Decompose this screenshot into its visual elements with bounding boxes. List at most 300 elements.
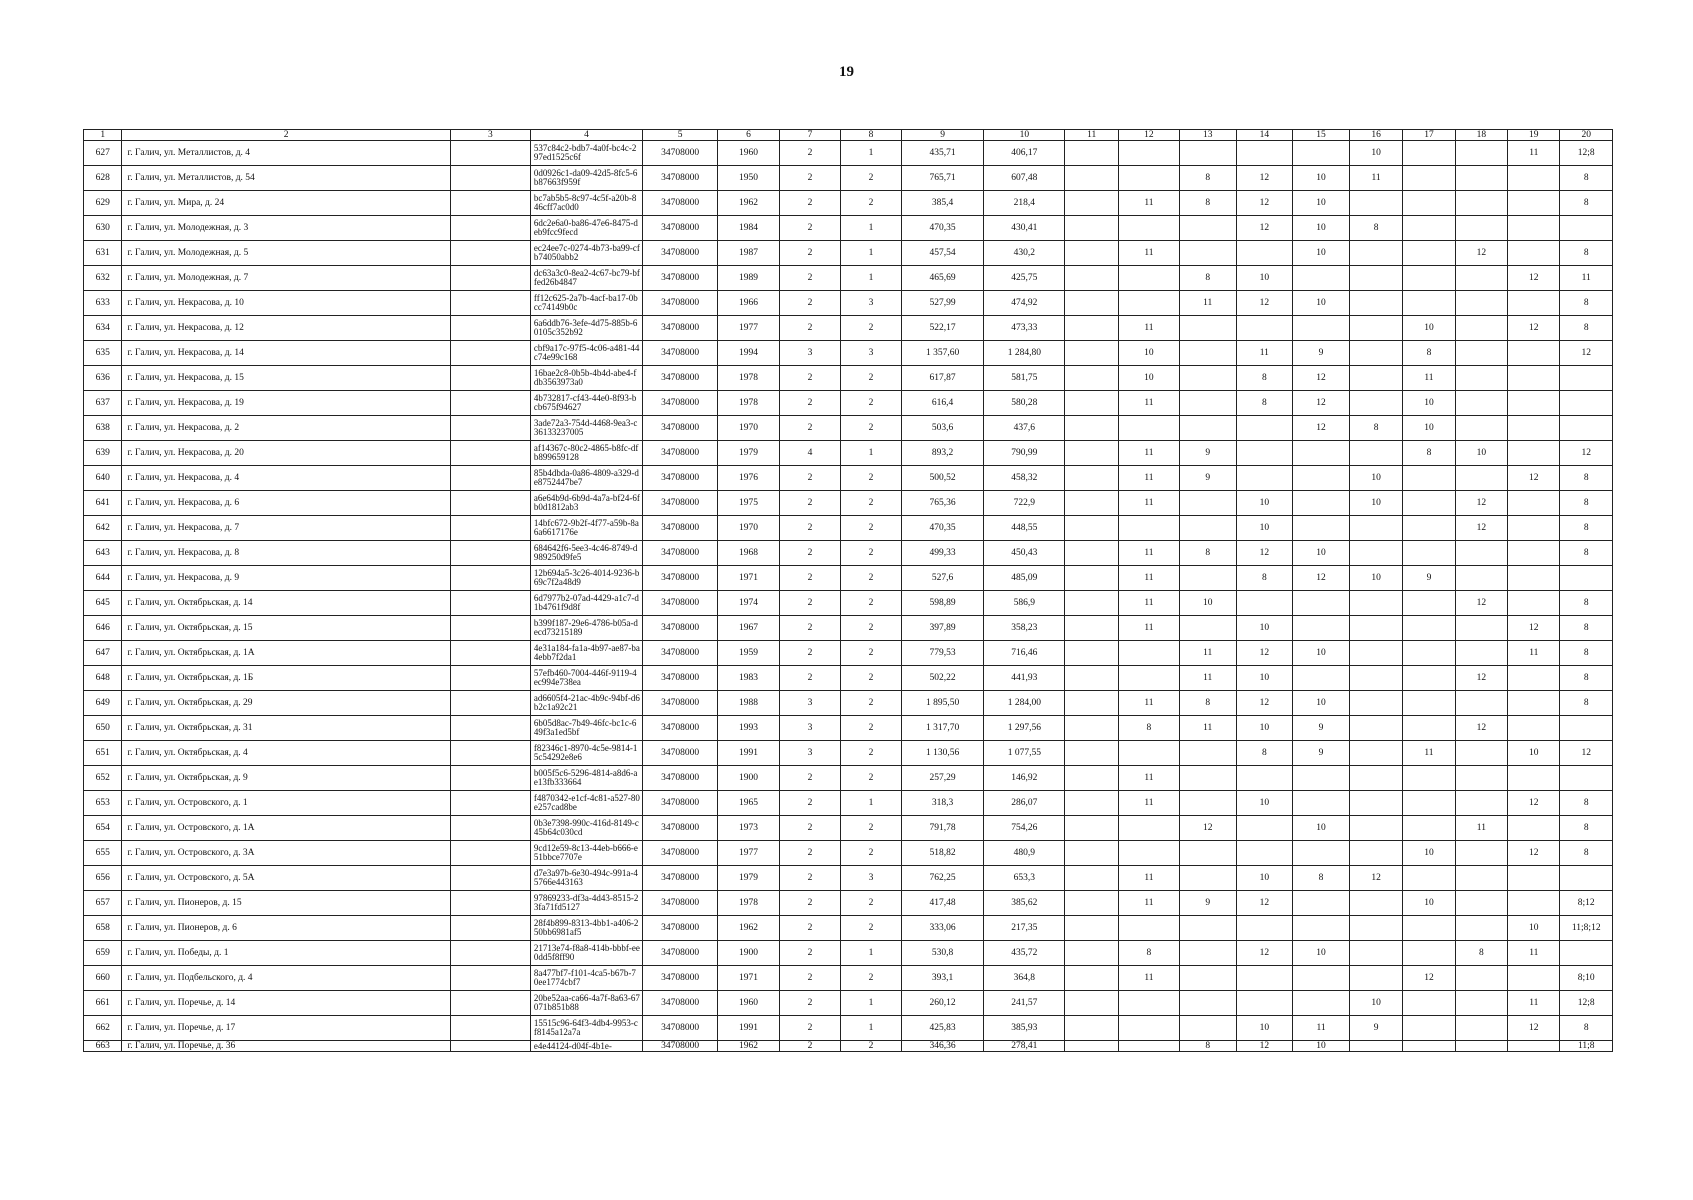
oktmo-code-cell: 34708000 [643, 491, 718, 516]
col-3-cell [450, 741, 530, 766]
col-18-cell [1455, 641, 1507, 666]
living-area-cell: 580,28 [984, 391, 1065, 416]
col-19-cell [1508, 591, 1560, 616]
col-3-cell [450, 291, 530, 316]
address-cell: г. Галич, ул. Поречье, д. 17 [122, 1016, 450, 1041]
col-17-cell [1403, 766, 1455, 791]
col-13-cell [1179, 216, 1236, 241]
total-area-cell: 762,25 [901, 866, 983, 891]
col-12-cell [1118, 1041, 1179, 1052]
year-built-cell: 1900 [718, 941, 780, 966]
col-18-cell [1455, 991, 1507, 1016]
year-built-cell: 1962 [718, 916, 780, 941]
col-11-cell [1065, 766, 1118, 791]
year-built-cell: 1978 [718, 891, 780, 916]
entrances-cell: 2 [840, 816, 901, 841]
total-area-cell: 1 317,70 [901, 716, 983, 741]
living-area-cell: 716,46 [984, 641, 1065, 666]
table-row [84, 141, 1613, 166]
living-area-cell: 450,43 [984, 541, 1065, 566]
guid-code-cell: 57efb460-7004-446f-9119-4ec994e738ea [530, 666, 642, 691]
col-3-cell [450, 841, 530, 866]
col-12-cell: 8 [1118, 716, 1179, 741]
col-19-cell: 11 [1508, 641, 1560, 666]
row-number-cell: 638 [84, 416, 122, 441]
col-15-cell: 10 [1293, 541, 1350, 566]
col-3-cell [450, 866, 530, 891]
floors-cell: 3 [780, 716, 841, 741]
address-cell: г. Галич, ул. Октябрьская, д. 9 [122, 766, 450, 791]
total-area-cell: 470,35 [901, 216, 983, 241]
col-16-cell: 10 [1349, 991, 1402, 1016]
year-built-cell: 1900 [718, 766, 780, 791]
floors-cell: 2 [780, 866, 841, 891]
table-row [84, 1016, 1613, 1041]
col-13-cell: 8 [1179, 1041, 1236, 1052]
col-14-cell: 10 [1236, 1016, 1293, 1041]
col-16-cell [1349, 516, 1402, 541]
column-header-2: 2 [122, 130, 450, 141]
col-15-cell [1293, 516, 1350, 541]
col-3-cell [450, 366, 530, 391]
row-number-cell: 640 [84, 466, 122, 491]
col-18-cell [1455, 216, 1507, 241]
guid-code-cell: 85b4dbda-0a86-4809-a329-de8752447be7 [530, 466, 642, 491]
table-row [84, 341, 1613, 366]
column-header-15: 15 [1293, 130, 1350, 141]
col-3-cell [450, 191, 530, 216]
col-19-cell: 12 [1508, 616, 1560, 641]
oktmo-code-cell: 34708000 [643, 516, 718, 541]
col-19-cell: 11 [1508, 941, 1560, 966]
year-built-cell: 1993 [718, 716, 780, 741]
column-header-7: 7 [780, 130, 841, 141]
col-11-cell [1065, 316, 1118, 341]
col-14-cell [1236, 416, 1293, 441]
living-area-cell: 430,41 [984, 216, 1065, 241]
col-3-cell [450, 391, 530, 416]
col-19-cell: 12 [1508, 266, 1560, 291]
col-17-cell [1403, 541, 1455, 566]
year-built-cell: 1966 [718, 291, 780, 316]
col-15-cell: 8 [1293, 866, 1350, 891]
row-number-cell: 648 [84, 666, 122, 691]
entrances-cell: 1 [840, 216, 901, 241]
living-area-cell: 586,9 [984, 591, 1065, 616]
col-14-cell: 12 [1236, 191, 1293, 216]
col-15-cell [1293, 466, 1350, 491]
entrances-cell: 2 [840, 466, 901, 491]
living-area-cell: 385,62 [984, 891, 1065, 916]
col-14-cell [1236, 316, 1293, 341]
total-area-cell: 499,33 [901, 541, 983, 566]
total-area-cell: 1 895,50 [901, 691, 983, 716]
entrances-cell: 2 [840, 1041, 901, 1052]
col-14-cell: 12 [1236, 641, 1293, 666]
col-19-cell [1508, 966, 1560, 991]
total-area-cell: 435,71 [901, 141, 983, 166]
col-3-cell [450, 691, 530, 716]
col-15-cell: 9 [1293, 716, 1350, 741]
col-19-cell [1508, 1041, 1560, 1052]
col-14-cell: 10 [1236, 866, 1293, 891]
col-17-cell [1403, 166, 1455, 191]
col-19-cell [1508, 391, 1560, 416]
oktmo-code-cell: 34708000 [643, 441, 718, 466]
address-cell: г. Галич, ул. Подбельского, д. 4 [122, 966, 450, 991]
col-12-cell: 11 [1118, 616, 1179, 641]
oktmo-code-cell: 34708000 [643, 716, 718, 741]
year-built-cell: 1960 [718, 991, 780, 1016]
col-17-cell [1403, 141, 1455, 166]
col-15-cell: 12 [1293, 391, 1350, 416]
col-17-cell: 10 [1403, 841, 1455, 866]
col-19-cell: 12 [1508, 841, 1560, 866]
column-header-11: 11 [1065, 130, 1118, 141]
row-number-cell: 632 [84, 266, 122, 291]
col-19-cell [1508, 716, 1560, 741]
col-20-cell: 8 [1560, 791, 1613, 816]
col-20-cell: 8 [1560, 191, 1613, 216]
floors-cell: 2 [780, 541, 841, 566]
total-area-cell: 417,48 [901, 891, 983, 916]
col-15-cell [1293, 966, 1350, 991]
col-18-cell [1455, 741, 1507, 766]
col-17-cell: 10 [1403, 391, 1455, 416]
address-cell: г. Галич, ул. Некрасова, д. 9 [122, 566, 450, 591]
column-header-6: 6 [718, 130, 780, 141]
col-3-cell [450, 1041, 530, 1052]
floors-cell: 2 [780, 491, 841, 516]
col-11-cell [1065, 191, 1118, 216]
col-3-cell [450, 991, 530, 1016]
col-16-cell [1349, 316, 1402, 341]
col-13-cell [1179, 341, 1236, 366]
col-20-cell: 8 [1560, 616, 1613, 641]
address-cell: г. Галич, ул. Металлистов, д. 4 [122, 141, 450, 166]
table-row [84, 316, 1613, 341]
col-16-cell [1349, 666, 1402, 691]
total-area-cell: 518,82 [901, 841, 983, 866]
guid-code-cell: b399f187-29e6-4786-b05a-decd73215189 [530, 616, 642, 641]
col-18-cell [1455, 166, 1507, 191]
col-16-cell [1349, 191, 1402, 216]
col-13-cell [1179, 516, 1236, 541]
total-area-cell: 333,06 [901, 916, 983, 941]
col-16-cell: 8 [1349, 216, 1402, 241]
total-area-cell: 503,6 [901, 416, 983, 441]
col-18-cell [1455, 566, 1507, 591]
col-16-cell [1349, 941, 1402, 966]
col-20-cell [1560, 366, 1613, 391]
address-cell: г. Галич, ул. Пионеров, д. 15 [122, 891, 450, 916]
guid-code-cell: bc7ab5b5-8c97-4c5f-a20b-846cff7ac0d0 [530, 191, 642, 216]
row-number-cell: 657 [84, 891, 122, 916]
guid-code-cell: 3ade72a3-754d-4468-9ea3-c36133237005 [530, 416, 642, 441]
oktmo-code-cell: 34708000 [643, 641, 718, 666]
address-cell: г. Галич, ул. Некрасова, д. 2 [122, 416, 450, 441]
floors-cell: 2 [780, 291, 841, 316]
floors-cell: 2 [780, 566, 841, 591]
table-row [84, 816, 1613, 841]
floors-cell: 2 [780, 191, 841, 216]
table-row [84, 391, 1613, 416]
col-17-cell [1403, 466, 1455, 491]
col-14-cell [1236, 141, 1293, 166]
col-17-cell [1403, 516, 1455, 541]
guid-code-cell: 97869233-df3a-4d43-8515-23fa71fd5127 [530, 891, 642, 916]
col-17-cell [1403, 716, 1455, 741]
col-14-cell: 12 [1236, 1041, 1293, 1052]
entrances-cell: 2 [840, 166, 901, 191]
col-15-cell [1293, 616, 1350, 641]
row-number-cell: 659 [84, 941, 122, 966]
row-number-cell: 646 [84, 616, 122, 641]
address-cell: г. Галич, ул. Молодежная, д. 7 [122, 266, 450, 291]
col-20-cell: 8 [1560, 666, 1613, 691]
col-3-cell [450, 466, 530, 491]
col-19-cell: 12 [1508, 1016, 1560, 1041]
col-16-cell [1349, 591, 1402, 616]
living-area-cell: 485,09 [984, 566, 1065, 591]
oktmo-code-cell: 34708000 [643, 241, 718, 266]
col-18-cell [1455, 366, 1507, 391]
col-20-cell: 11 [1560, 266, 1613, 291]
col-3-cell [450, 541, 530, 566]
col-12-cell [1118, 641, 1179, 666]
col-13-cell: 11 [1179, 641, 1236, 666]
year-built-cell: 1971 [718, 966, 780, 991]
col-18-cell [1455, 341, 1507, 366]
row-number-cell: 662 [84, 1016, 122, 1041]
year-built-cell: 1978 [718, 391, 780, 416]
address-cell: г. Галич, ул. Октябрьская, д. 29 [122, 691, 450, 716]
col-14-cell: 10 [1236, 791, 1293, 816]
col-12-cell [1118, 741, 1179, 766]
col-17-cell: 10 [1403, 416, 1455, 441]
col-18-cell [1455, 866, 1507, 891]
total-area-cell: 765,71 [901, 166, 983, 191]
col-11-cell [1065, 1016, 1118, 1041]
col-11-cell [1065, 291, 1118, 316]
col-20-cell [1560, 216, 1613, 241]
col-20-cell [1560, 566, 1613, 591]
col-11-cell [1065, 691, 1118, 716]
col-15-cell: 9 [1293, 741, 1350, 766]
col-11-cell [1065, 416, 1118, 441]
col-11-cell [1065, 591, 1118, 616]
year-built-cell: 1991 [718, 1016, 780, 1041]
column-header-12: 12 [1118, 130, 1179, 141]
address-cell: г. Галич, ул. Некрасова, д. 6 [122, 491, 450, 516]
col-18-cell [1455, 266, 1507, 291]
oktmo-code-cell: 34708000 [643, 816, 718, 841]
entrances-cell: 1 [840, 441, 901, 466]
oktmo-code-cell: 34708000 [643, 866, 718, 891]
oktmo-code-cell: 34708000 [643, 991, 718, 1016]
col-12-cell [1118, 516, 1179, 541]
entrances-cell: 2 [840, 841, 901, 866]
col-19-cell [1508, 566, 1560, 591]
entrances-cell: 2 [840, 641, 901, 666]
table-row [84, 566, 1613, 591]
col-3-cell [450, 441, 530, 466]
oktmo-code-cell: 34708000 [643, 1041, 718, 1052]
col-13-cell [1179, 991, 1236, 1016]
address-cell: г. Галич, ул. Некрасова, д. 19 [122, 391, 450, 416]
col-16-cell [1349, 291, 1402, 316]
entrances-cell: 2 [840, 366, 901, 391]
col-17-cell: 8 [1403, 441, 1455, 466]
row-number-cell: 629 [84, 191, 122, 216]
floors-cell: 2 [780, 666, 841, 691]
col-16-cell [1349, 241, 1402, 266]
oktmo-code-cell: 34708000 [643, 191, 718, 216]
col-18-cell [1455, 791, 1507, 816]
column-header-5: 5 [643, 130, 718, 141]
col-11-cell [1065, 516, 1118, 541]
oktmo-code-cell: 34708000 [643, 691, 718, 716]
entrances-cell: 2 [840, 391, 901, 416]
year-built-cell: 1959 [718, 641, 780, 666]
col-3-cell [450, 216, 530, 241]
col-20-cell: 8 [1560, 641, 1613, 666]
col-20-cell: 8 [1560, 241, 1613, 266]
col-16-cell [1349, 341, 1402, 366]
living-area-cell: 473,33 [984, 316, 1065, 341]
oktmo-code-cell: 34708000 [643, 666, 718, 691]
col-11-cell [1065, 566, 1118, 591]
total-area-cell: 425,83 [901, 1016, 983, 1041]
col-12-cell: 11 [1118, 591, 1179, 616]
living-area-cell: 278,41 [984, 1041, 1065, 1052]
living-area-cell: 1 284,00 [984, 691, 1065, 716]
col-17-cell: 10 [1403, 891, 1455, 916]
col-20-cell: 8 [1560, 491, 1613, 516]
col-11-cell [1065, 966, 1118, 991]
col-14-cell [1236, 441, 1293, 466]
oktmo-code-cell: 34708000 [643, 566, 718, 591]
entrances-cell: 2 [840, 766, 901, 791]
col-20-cell [1560, 391, 1613, 416]
col-14-cell [1236, 241, 1293, 266]
floors-cell: 2 [780, 841, 841, 866]
row-number-cell: 645 [84, 591, 122, 616]
col-14-cell: 10 [1236, 716, 1293, 741]
row-number-cell: 663 [84, 1041, 122, 1052]
col-3-cell [450, 766, 530, 791]
total-area-cell: 617,87 [901, 366, 983, 391]
year-built-cell: 1971 [718, 566, 780, 591]
col-16-cell [1349, 391, 1402, 416]
column-header-9: 9 [901, 130, 983, 141]
col-13-cell [1179, 741, 1236, 766]
col-20-cell: 8 [1560, 466, 1613, 491]
guid-code-cell: ff12c625-2a7b-4acf-ba17-0bcc74149b0c [530, 291, 642, 316]
guid-code-cell: 21713e74-f8a8-414b-bbbf-ee0dd5f8ff90 [530, 941, 642, 966]
total-area-cell: 260,12 [901, 991, 983, 1016]
table-row [84, 1041, 1613, 1052]
guid-code-cell: 20be52aa-ca66-4a7f-8a63-67071b851b88 [530, 991, 642, 1016]
address-cell: г. Галич, ул. Некрасова, д. 10 [122, 291, 450, 316]
living-area-cell: 241,57 [984, 991, 1065, 1016]
col-17-cell [1403, 866, 1455, 891]
col-17-cell [1403, 266, 1455, 291]
col-3-cell [450, 316, 530, 341]
entrances-cell: 1 [840, 141, 901, 166]
col-19-cell [1508, 191, 1560, 216]
year-built-cell: 1988 [718, 691, 780, 716]
row-number-cell: 650 [84, 716, 122, 741]
col-13-cell [1179, 916, 1236, 941]
address-cell: г. Галич, ул. Победы, д. 1 [122, 941, 450, 966]
col-18-cell: 10 [1455, 441, 1507, 466]
col-17-cell [1403, 941, 1455, 966]
col-11-cell [1065, 166, 1118, 191]
living-area-cell: 722,9 [984, 491, 1065, 516]
table-row [84, 891, 1613, 916]
col-15-cell: 10 [1293, 1041, 1350, 1052]
address-cell: г. Галич, ул. Октябрьская, д. 31 [122, 716, 450, 741]
year-built-cell: 1974 [718, 591, 780, 616]
row-number-cell: 660 [84, 966, 122, 991]
entrances-cell: 2 [840, 191, 901, 216]
col-15-cell: 10 [1293, 641, 1350, 666]
col-13-cell [1179, 966, 1236, 991]
col-11-cell [1065, 241, 1118, 266]
floors-cell: 2 [780, 466, 841, 491]
total-area-cell: 530,8 [901, 941, 983, 966]
oktmo-code-cell: 34708000 [643, 791, 718, 816]
col-20-cell [1560, 941, 1613, 966]
living-area-cell: 1 284,80 [984, 341, 1065, 366]
col-20-cell [1560, 866, 1613, 891]
entrances-cell: 2 [840, 616, 901, 641]
floors-cell: 2 [780, 591, 841, 616]
guid-code-cell: dc63a3c0-8ea2-4c67-bc79-bffed26b4847 [530, 266, 642, 291]
col-3-cell [450, 566, 530, 591]
col-13-cell: 9 [1179, 466, 1236, 491]
address-cell: г. Галич, ул. Островского, д. 1А [122, 816, 450, 841]
col-12-cell [1118, 991, 1179, 1016]
floors-cell: 2 [780, 791, 841, 816]
year-built-cell: 1970 [718, 416, 780, 441]
col-11-cell [1065, 816, 1118, 841]
col-16-cell: 10 [1349, 466, 1402, 491]
year-built-cell: 1967 [718, 616, 780, 641]
table-row [84, 641, 1613, 666]
col-3-cell [450, 891, 530, 916]
col-11-cell [1065, 866, 1118, 891]
guid-code-cell: 6b05d8ac-7b49-46fc-bc1c-649f3a1ed5bf [530, 716, 642, 741]
column-header-18: 18 [1455, 130, 1507, 141]
col-18-cell [1455, 291, 1507, 316]
oktmo-code-cell: 34708000 [643, 941, 718, 966]
oktmo-code-cell: 34708000 [643, 266, 718, 291]
col-20-cell: 12 [1560, 441, 1613, 466]
col-3-cell [450, 341, 530, 366]
guid-code-cell: 0d0926c1-da09-42d5-8fc5-6b87663f959f [530, 166, 642, 191]
col-15-cell [1293, 141, 1350, 166]
col-11-cell [1065, 141, 1118, 166]
col-17-cell: 9 [1403, 566, 1455, 591]
col-11-cell [1065, 791, 1118, 816]
col-3-cell [450, 1016, 530, 1041]
col-3-cell [450, 941, 530, 966]
entrances-cell: 2 [840, 891, 901, 916]
col-15-cell [1293, 791, 1350, 816]
col-14-cell [1236, 466, 1293, 491]
